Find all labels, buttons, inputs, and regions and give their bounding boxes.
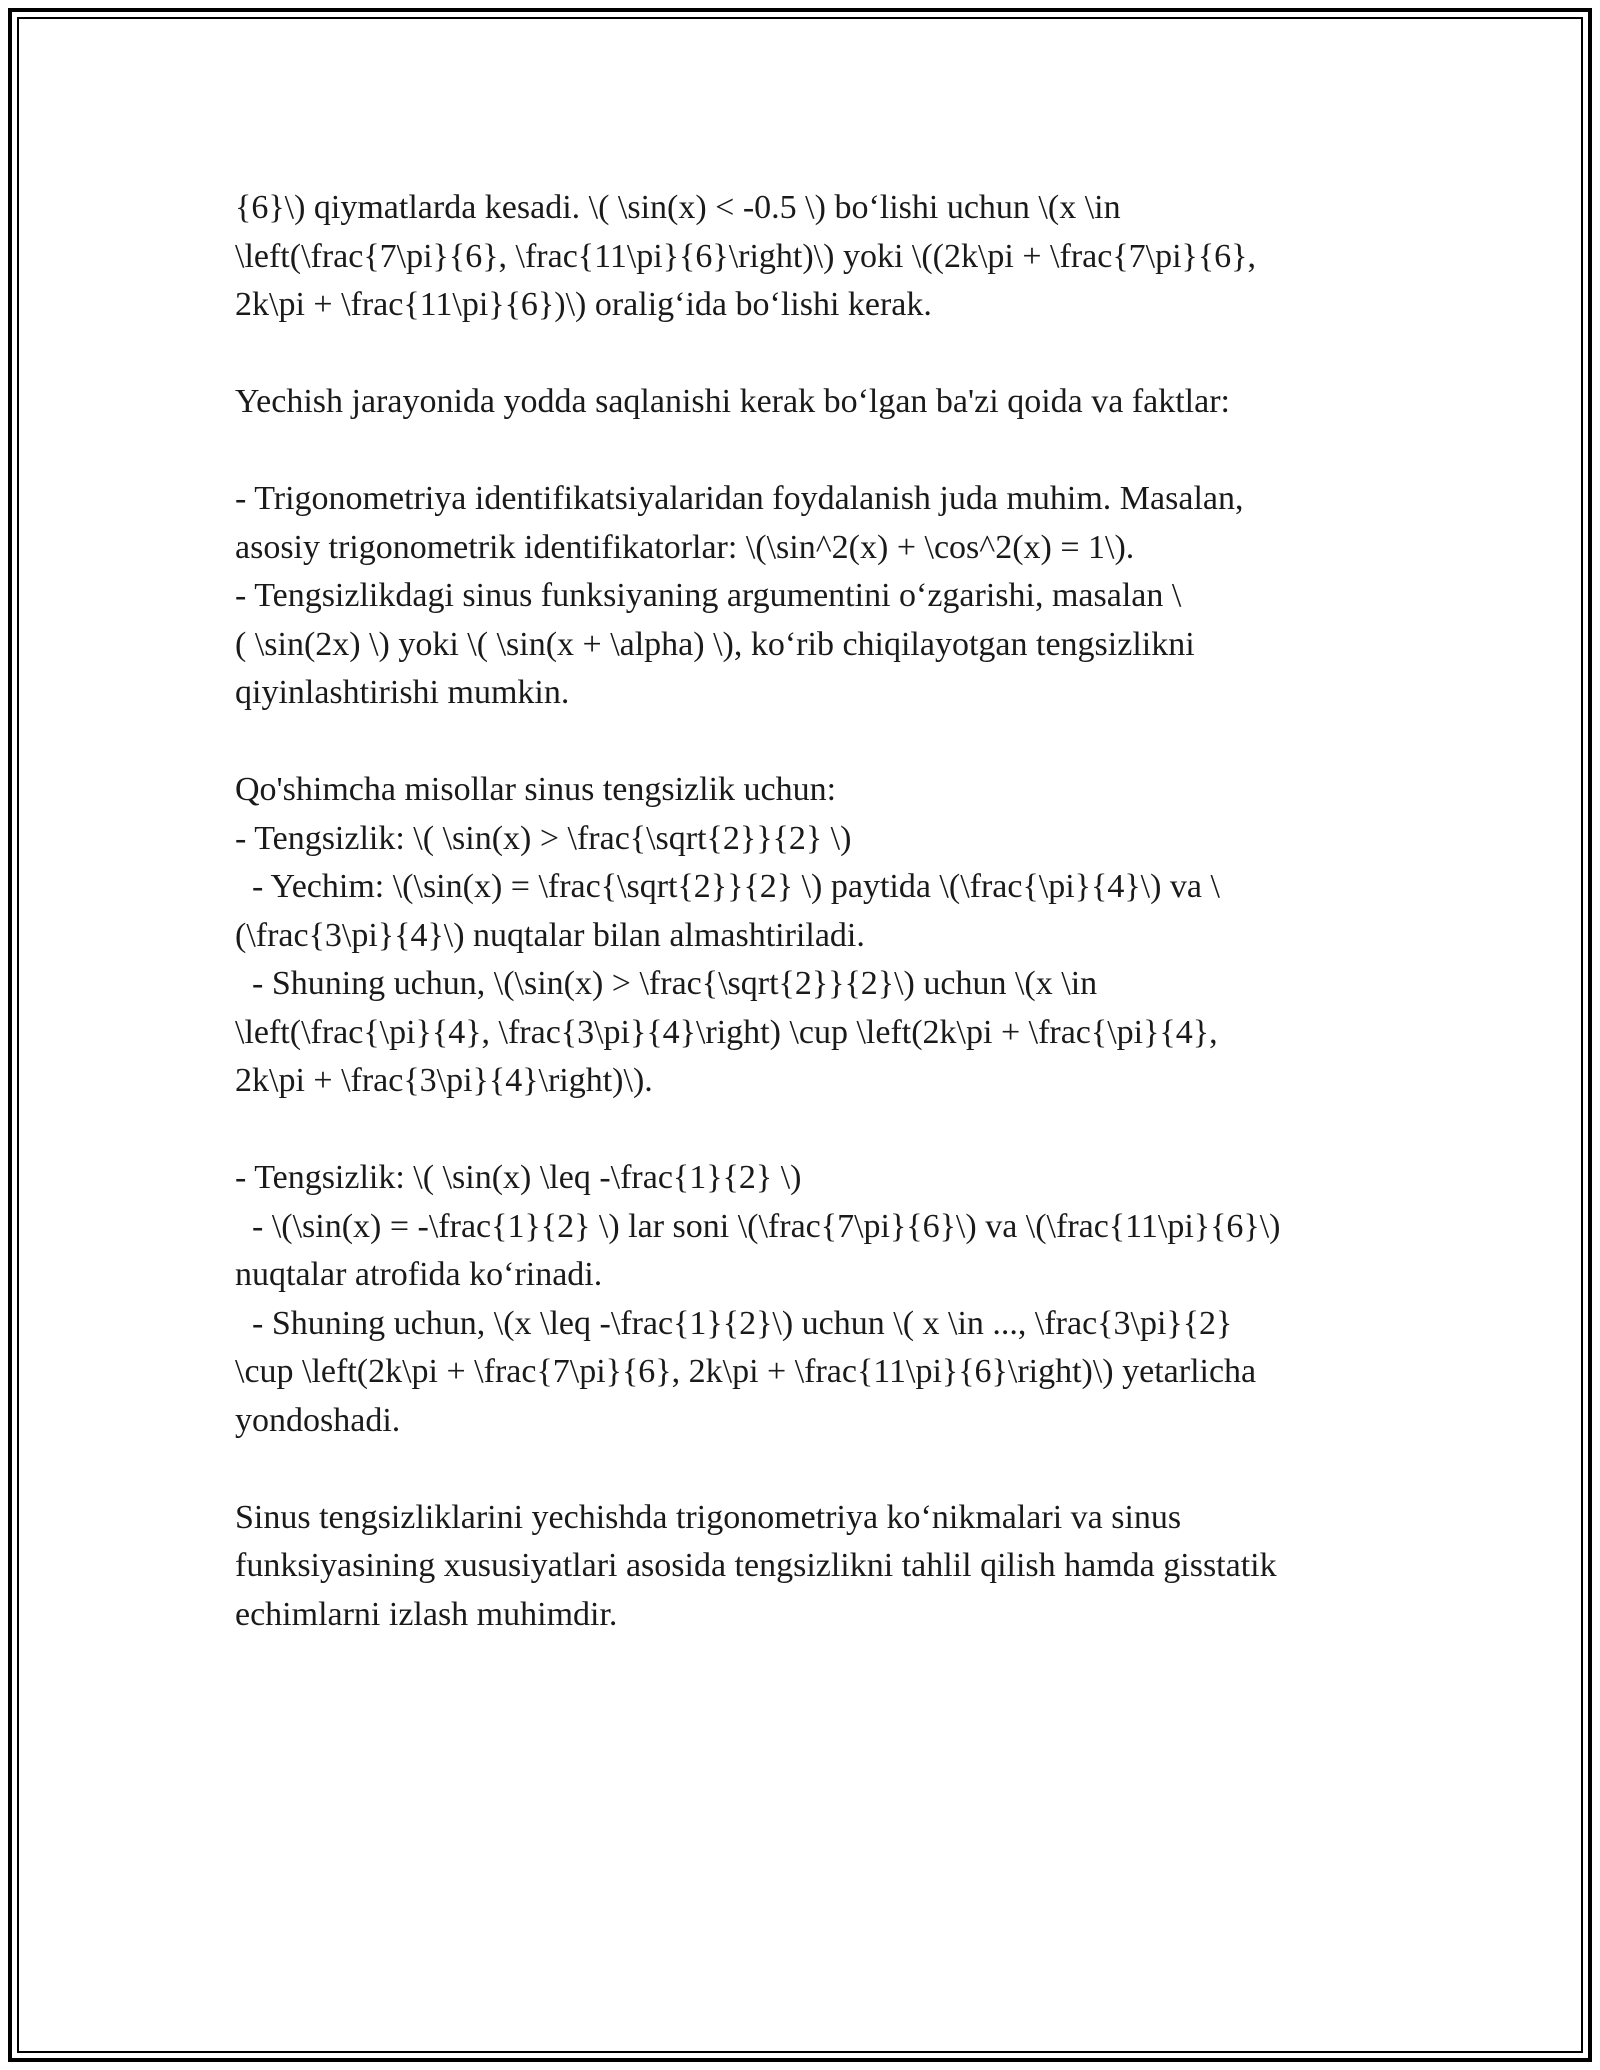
text-line: Sinus tengsizliklarini yechishda trigonometriya ko‘nikmalari va sinus	[235, 1498, 1182, 1536]
text-line: \left(\frac{7\pi}{6}, \frac{11\pi}{6}\right)\) yoki \((2k\pi + \frac{7\pi}{6},	[235, 237, 1256, 275]
text-line: asosiy trigonometrik identifikatorlar: \(\sin^2(x) + \cos^2(x) = 1\).	[235, 528, 1135, 566]
text-line: yondoshadi.	[235, 1401, 401, 1439]
paragraph-example-two	[235, 1154, 1385, 1445]
text-line: echimlarni izlash muhimdir.	[235, 1595, 618, 1633]
text-line: qiyinlashtirishi mumkin.	[235, 674, 570, 711]
text-line: nuqtalar atrofida ko‘rinadi.	[235, 1256, 603, 1293]
text-line: Yechish jarayonida yodda saqlanishi kerak bo‘lgan ba'zi qoida va faktlar:	[235, 383, 1230, 420]
text-line: Qo'shimcha misollar sinus tengsizlik uchun:	[235, 771, 837, 808]
text-line: \cup \left(2k\pi + \frac{7\pi}{6}, 2k\pi + \frac{11\pi}{6}\right)\) yetarlicha	[235, 1353, 1257, 1390]
text-line: - Tengsizlikdagi sinus funksiyaning argumentini o‘zgarishi, masalan \	[235, 577, 1182, 614]
text-line: 2k\pi + \frac{11\pi}{6})\) oralig‘ida bo‘lishi kerak.	[235, 286, 932, 323]
text-line: {6}\) qiymatlarda kesadi. \( \sin(x) < -0.5 \) bo‘lishi uchun \(x \in	[235, 189, 1121, 226]
text-line: - Tengsizlik: \( \sin(x) > \frac{\sqrt{2}}{2} \)	[235, 819, 852, 857]
paragraph-example-one	[235, 766, 1385, 1106]
text-line: - \(\sin(x) = -\frac{1}{2} \) lar soni \(\frac{7\pi}{6}\) va \(\frac{11\pi}{6}\)	[235, 1207, 1281, 1245]
text-line: - Shuning uchun, \(x \leq -\frac{1}{2}\) uchun \( x \in ..., \frac{3\pi}{2}	[235, 1304, 1233, 1342]
text-line: ( \sin(2x) \) yoki \( \sin(x + \alpha) \), ko‘rib chiqilayotgan tengsizlikni	[235, 625, 1195, 663]
document-body	[235, 184, 1385, 1688]
paragraph-conclusion	[235, 1494, 1385, 1640]
paragraph-rules-intro	[235, 378, 1385, 427]
text-line: - Trigonometriya identifikatsiyalaridan foydalanish juda muhim. Masalan,	[235, 480, 1244, 517]
text-line: funksiyasining xususiyatlari asosida tengsizlikni tahlil qilish hamda gisstatik	[235, 1547, 1277, 1584]
text-line: - Tengsizlik: \( \sin(x) \leq -\frac{1}{2} \)	[235, 1159, 802, 1196]
paragraph-continued-solution	[235, 184, 1385, 330]
paragraph-rules-list	[235, 475, 1385, 718]
text-line: 2k\pi + \frac{3\pi}{4}\right)\).	[235, 1062, 653, 1099]
text-line: - Yechim: \(\sin(x) = \frac{\sqrt{2}}{2} \) paytida \(\frac{\pi}{4}\) va \	[235, 868, 1220, 905]
text-line: \left(\frac{\pi}{4}, \frac{3\pi}{4}\right) \cup \left(2k\pi + \frac{\pi}{4},	[235, 1013, 1218, 1051]
text-line: (\frac{3\pi}{4}\) nuqtalar bilan almashtiriladi.	[235, 916, 865, 954]
text-line: - Shuning uchun, \(\sin(x) > \frac{\sqrt{2}}{2}\) uchun \(x \in	[235, 965, 1098, 1002]
